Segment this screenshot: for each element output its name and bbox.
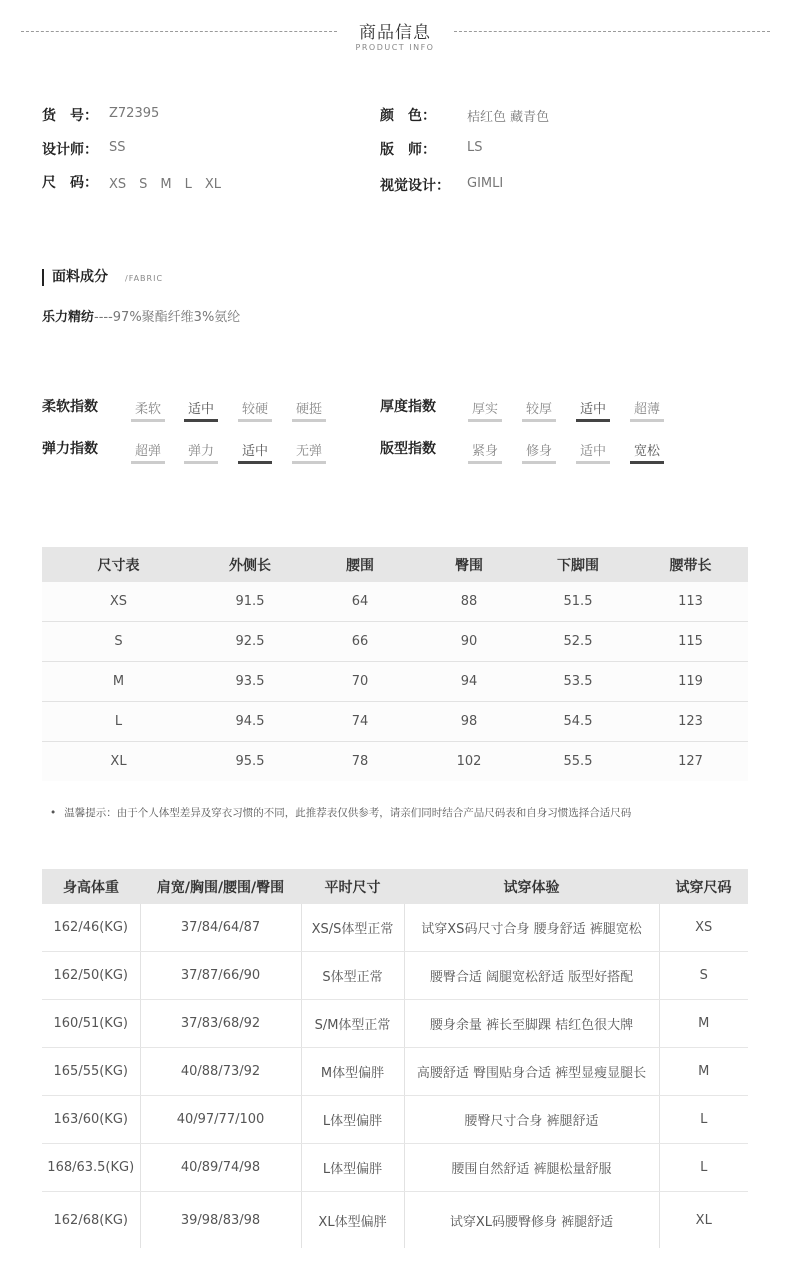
info-label: 设计师： [42, 142, 98, 158]
column-header: 试穿体验 [404, 869, 659, 904]
table-cell: XS [42, 582, 195, 622]
info-value: 桔红色 藏青色 [467, 110, 550, 125]
fabric-title: 面料成分 [42, 269, 108, 286]
table-cell: 53.5 [523, 662, 633, 702]
info-label: 视觉设计： [380, 178, 450, 194]
info-value: Z72395 [109, 106, 160, 121]
fabric-subtitle: /FABRIC [125, 274, 164, 283]
fit-option: 紧身 [468, 440, 502, 464]
table-cell: 腰身余量 裤长至脚踝 桔红色很大牌 [404, 1000, 659, 1048]
table-row [42, 1192, 748, 1249]
table-cell: XL体型偏胖 [301, 1192, 404, 1249]
softness-label: 柔软指数 [42, 399, 98, 415]
table-cell: 40/97/77/100 [140, 1096, 301, 1144]
column-header: 身高体重 [42, 869, 140, 904]
table-cell: 高腰舒适 臀围贴身合适 裤型显瘦显腿长 [404, 1048, 659, 1096]
elasticity-option-selected: 适中 [238, 440, 272, 464]
table-cell: 55.5 [523, 742, 633, 782]
table-cell: S [659, 952, 748, 1000]
table-cell: S/M体型正常 [301, 1000, 404, 1048]
table-cell: 123 [633, 702, 748, 742]
table-cell: 88 [415, 582, 523, 622]
info-value: GIMLI [467, 176, 504, 191]
column-header: 平时尺寸 [301, 869, 404, 904]
table-cell: 70 [305, 662, 415, 702]
table-cell: 127 [633, 742, 748, 782]
table-cell: M [42, 662, 195, 702]
table-cell: 115 [633, 622, 748, 662]
table-cell: 腰臀尺寸合身 裤腿舒适 [404, 1096, 659, 1144]
table-cell: 92.5 [195, 622, 305, 662]
header-divider-right [454, 31, 770, 32]
table-cell: 95.5 [195, 742, 305, 782]
size-note [50, 805, 631, 820]
try-on-table [42, 869, 748, 1248]
table-cell: 37/83/68/92 [140, 1000, 301, 1048]
table-cell: 37/87/66/90 [140, 952, 301, 1000]
table-cell: 91.5 [195, 582, 305, 622]
table-cell: 37/84/64/87 [140, 904, 301, 952]
fabric-composition [42, 306, 240, 325]
table-cell: 94.5 [195, 702, 305, 742]
table-row [42, 582, 748, 622]
table-cell: 102 [415, 742, 523, 782]
column-header: 尺寸表 [42, 547, 195, 582]
fit-option-selected: 宽松 [630, 440, 664, 464]
table-cell: 39/98/83/98 [140, 1192, 301, 1249]
softness-option: 较硬 [238, 398, 272, 422]
size-table-header [42, 547, 748, 582]
table-cell: M体型偏胖 [301, 1048, 404, 1096]
column-header: 肩宽/胸围/腰围/臀围 [140, 869, 301, 904]
table-cell: 66 [305, 622, 415, 662]
table-cell: 98 [415, 702, 523, 742]
note-text: 温馨提示：由于个人体型差异及穿衣习惯的不同，此推荐表仅供参考，请亲们同时结合产品尺码表和自身习惯选择合适尺码 [64, 807, 632, 819]
table-row [42, 1144, 748, 1192]
thickness-label: 厚度指数 [380, 399, 436, 415]
table-cell: 113 [633, 582, 748, 622]
table-cell: 162/68(KG) [42, 1192, 140, 1249]
fit-option: 修身 [522, 440, 556, 464]
try-on-table-header [42, 869, 748, 904]
section-title: 商品信息 [359, 23, 431, 43]
table-cell: 52.5 [523, 622, 633, 662]
table-cell: 54.5 [523, 702, 633, 742]
table-row [42, 1096, 748, 1144]
elasticity-option: 弹力 [184, 440, 218, 464]
table-row [42, 742, 748, 782]
thickness-option-selected: 适中 [576, 398, 610, 422]
softness-option: 硬挺 [292, 398, 326, 422]
table-cell: 119 [633, 662, 748, 702]
table-cell: 165/55(KG) [42, 1048, 140, 1096]
thickness-option: 超薄 [630, 398, 664, 422]
table-cell: L体型偏胖 [301, 1096, 404, 1144]
table-cell: L [42, 702, 195, 742]
table-cell: 40/89/74/98 [140, 1144, 301, 1192]
table-cell: 78 [305, 742, 415, 782]
info-value: LS [467, 140, 483, 155]
softness-option-selected: 适中 [184, 398, 218, 422]
elasticity-label: 弹力指数 [42, 441, 98, 457]
table-cell: 40/88/73/92 [140, 1048, 301, 1096]
info-label: 货 号： [42, 108, 98, 124]
table-cell: L体型偏胖 [301, 1144, 404, 1192]
column-header: 下脚围 [523, 547, 633, 582]
table-cell: L [659, 1144, 748, 1192]
fabric-content: ----97%聚酯纤维3%氨纶 [94, 310, 241, 325]
table-cell: 试穿XL码腰臀修身 裤腿舒适 [404, 1192, 659, 1249]
elasticity-option: 超弹 [131, 440, 165, 464]
table-cell: 64 [305, 582, 415, 622]
table-cell: 93.5 [195, 662, 305, 702]
table-row [42, 1000, 748, 1048]
table-cell: XL [695, 1212, 712, 1228]
column-header: 臀围 [415, 547, 523, 582]
column-header: 外侧长 [195, 547, 305, 582]
table-cell: S体型正常 [301, 952, 404, 1000]
info-value: XS S M L XL [109, 177, 222, 192]
table-cell: 163/60(KG) [42, 1096, 140, 1144]
table-cell: M [659, 1048, 748, 1096]
fit-label: 版型指数 [380, 441, 436, 457]
table-row [42, 1048, 748, 1096]
table-cell: 168/63.5(KG) [42, 1144, 140, 1192]
table-cell: XL [42, 742, 195, 782]
info-label: 版 师： [380, 142, 436, 158]
table-cell: S [42, 622, 195, 662]
column-header: 腰带长 [633, 547, 748, 582]
column-header: 腰围 [305, 547, 415, 582]
table-row [42, 904, 748, 952]
section-header [0, 0, 790, 60]
table-cell: M [659, 1000, 748, 1048]
table-cell: 51.5 [523, 582, 633, 622]
size-table [42, 547, 748, 781]
thickness-option: 厚实 [468, 398, 502, 422]
section-subtitle: PRODUCT INFO [355, 43, 435, 52]
table-cell: 160/51(KG) [42, 1000, 140, 1048]
softness-option: 柔软 [131, 398, 165, 422]
table-cell: 试穿XS码尺寸合身 腰身舒适 裤腿宽松 [404, 904, 659, 952]
table-cell: L [659, 1096, 748, 1144]
fit-option: 适中 [576, 440, 610, 464]
table-row [42, 622, 748, 662]
column-header: 试穿尺码 [659, 869, 748, 904]
thickness-option: 较厚 [522, 398, 556, 422]
info-label: 颜 色： [380, 108, 436, 124]
table-cell: XS [659, 904, 748, 952]
table-cell: 94 [415, 662, 523, 702]
elasticity-option: 无弹 [292, 440, 326, 464]
table-cell: 162/50(KG) [42, 952, 140, 1000]
bullet-icon: • [50, 807, 57, 819]
fabric-name: 乐力精纺 [42, 310, 95, 325]
table-cell: 90 [415, 622, 523, 662]
table-cell: 74 [305, 702, 415, 742]
info-label: 尺 码： [42, 175, 98, 191]
table-row [42, 702, 748, 742]
table-row [42, 952, 748, 1000]
table-cell: XS/S体型正常 [301, 904, 404, 952]
info-value: SS [109, 140, 126, 155]
table-cell: 腰臀合适 阔腿宽松舒适 版型好搭配 [404, 952, 659, 1000]
table-cell: 162/46(KG) [42, 904, 140, 952]
table-row [42, 662, 748, 702]
table-cell: 腰围自然舒适 裤腿松量舒服 [404, 1144, 659, 1192]
